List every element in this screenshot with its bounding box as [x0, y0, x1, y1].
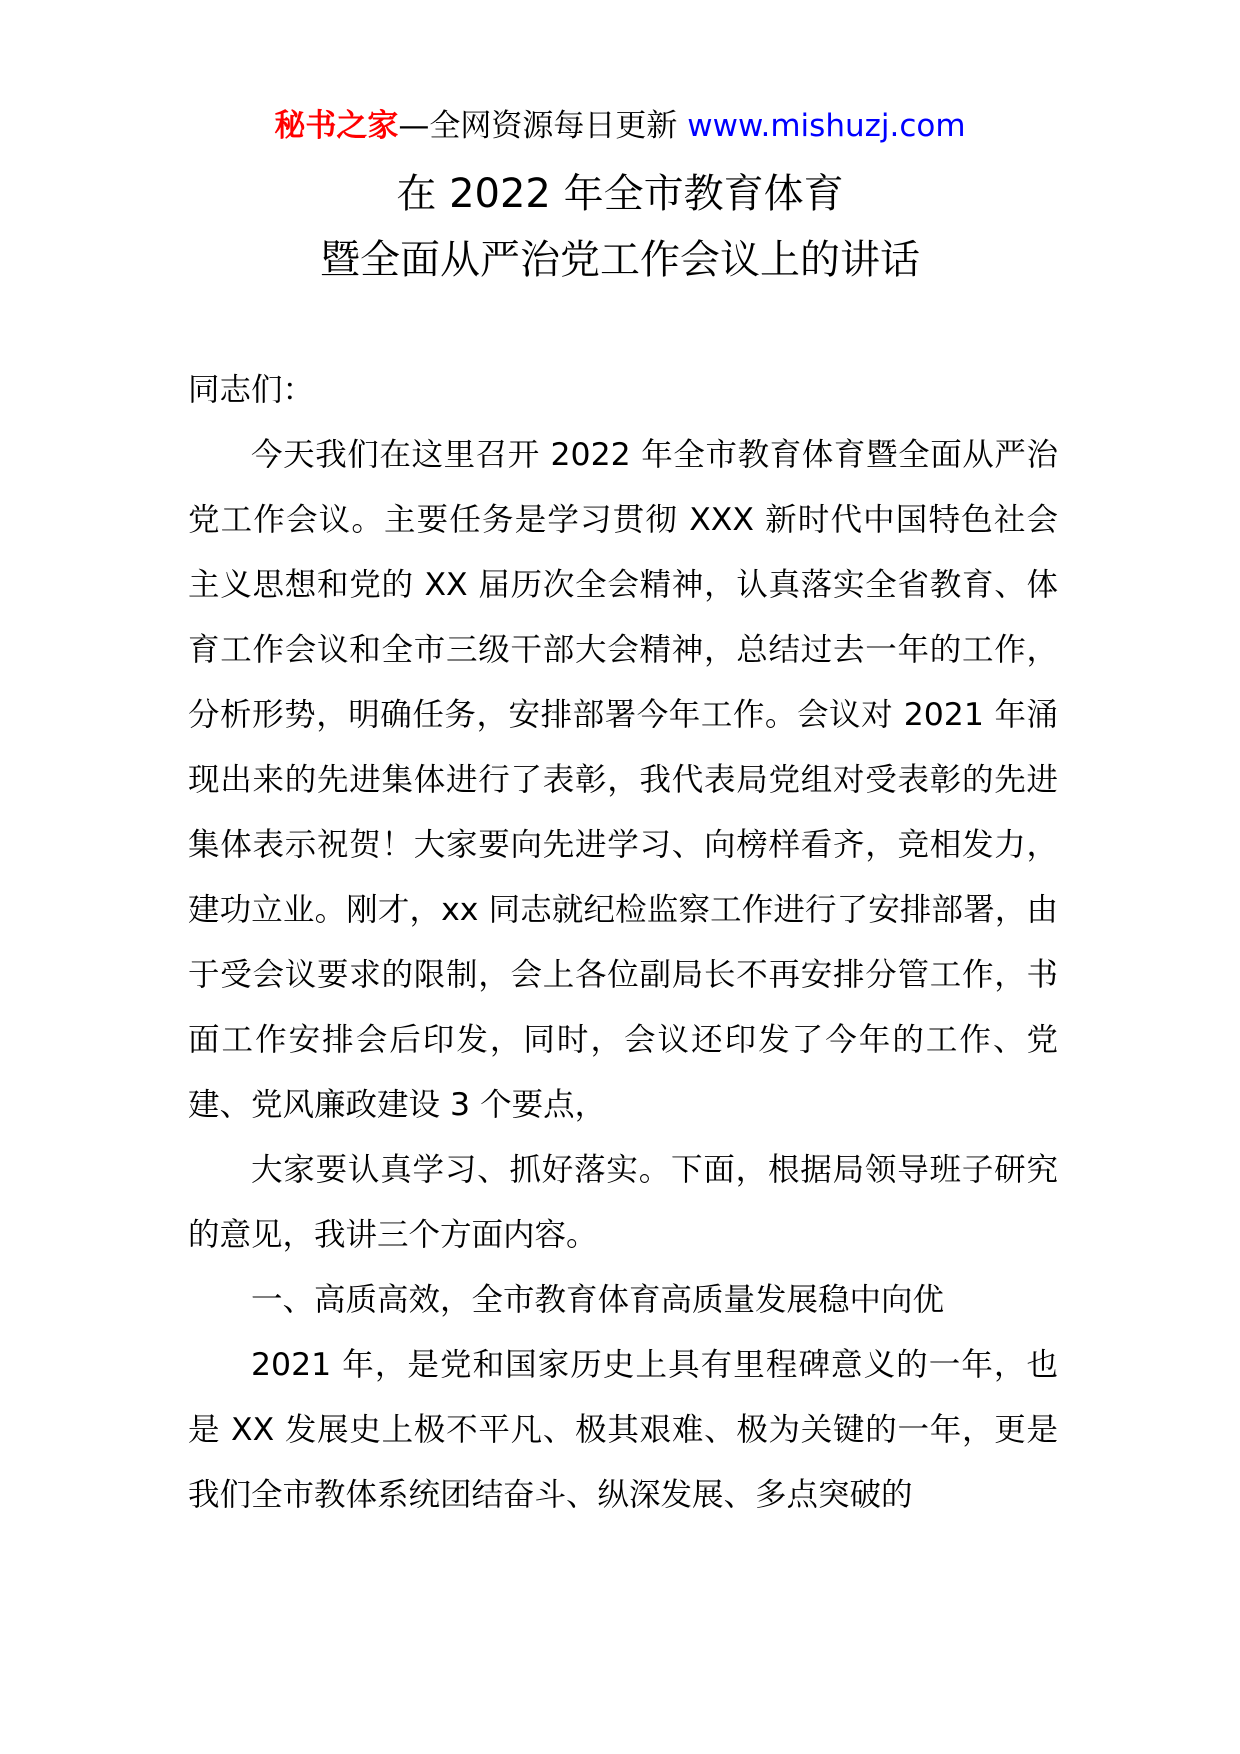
banner-slogan: —全网资源每日更新	[398, 108, 688, 144]
banner-brand: 秘书之家	[274, 108, 399, 144]
paragraph: 今天我们在这里召开 2022 年全市教育体育暨全面从严治党工作会议。主要任务是学习贯彻 XXX 新时代中国特色社会主义思想和党的 XX 届历次全会精神，认真落实全省教育、体育工作会议和全市三级干部大会精神，总结过去一年的工作，分析形势，明确任务，安排部署今年工作。会议对 2021 年涌现出来的先进集体进行了表彰，我代表局党组对受表彰的先进集体表示祝贺！大家要向先进学习、向榜样看齐，竞相发力，建功立业。刚才，xx 同志就纪检监察工作进行了安排部署，由于受会议要求的限制，会上各位副局长不再安排分管工作，书面工作安排会后印发，同时，会议还印发了今年的工作、党建、党风廉政建设 3 个要点，	[188, 437, 1058, 1123]
greeting: 同志们：	[188, 372, 315, 408]
banner-site-link[interactable]: www.mishuzj.com	[687, 108, 966, 144]
site-banner	[0, 104, 1240, 148]
document-title-line-2: 暨全面从严治党工作会议上的讲话	[320, 237, 920, 283]
paragraph: 大家要认真学习、抓好落实。下面，根据局领导班子研究的意见，我讲三个方面内容。	[188, 1152, 1058, 1253]
document-body	[188, 358, 1058, 1528]
paragraph: 2021 年，是党和国家历史上具有里程碑意义的一年，也是 XX 发展史上极不平凡、极其艰难、极为关键的一年，更是我们全市教体系统团结奋斗、纵深发展、多点突破的	[188, 1347, 1058, 1513]
document-title-line-1: 在 2022 年全市教育体育	[396, 171, 844, 217]
section-heading: 一、高质高效，全市教育体育高质量发展稳中向优	[251, 1282, 945, 1318]
